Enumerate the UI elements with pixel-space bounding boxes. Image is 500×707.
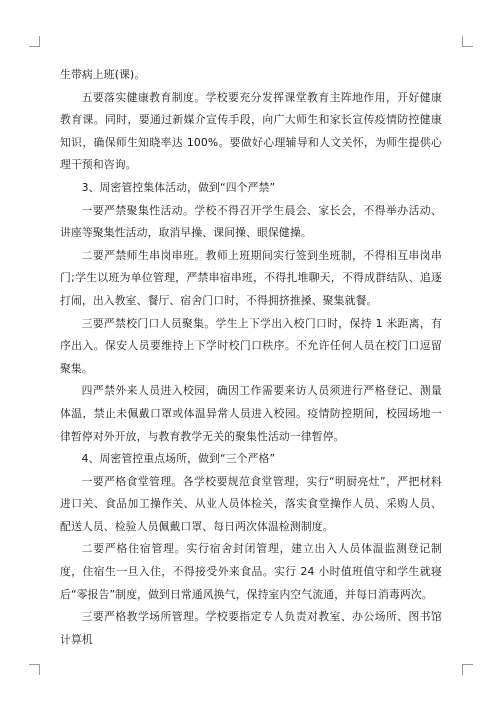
paragraph: 四严禁外来人员进入校园，确因工作需要来访人员须进行严格登记、测量体温，禁止未佩戴口罩或体温异常人员进入校园。疫情防控期间，校园场地一律暂停对外开放，与教育教学无关的聚集性活动一律暂停。: [60, 384, 442, 443]
document-body: [60, 64, 442, 651]
page-corner-mark-top-left: [29, 36, 40, 47]
page-corner-mark-bottom-right: [462, 664, 473, 675]
page-corner-mark-top-right: [462, 36, 473, 47]
paragraph: 二要严格住宿管理。实行宿舍封闭管理，建立出入人员体温监测登记制度，住宿生一旦入住，不得接受外来食品。实行 24 小时值班值守和学生就寝后“零报告”制度，做到日常通风换气，保持室内空气流通，并每日消毒两次。: [60, 542, 442, 601]
section-heading: 4、周密管控重点场所，做到“三个严格”: [81, 452, 276, 466]
paragraph: 三要严禁校门口人员聚集。学生上下学出入校门口时，保持 1 米距离，有序出入。保安人员要维持上下学时校门口秩序。不允许任何人员在校门口逗留聚集。: [60, 316, 442, 375]
paragraph: 一要严禁聚集性活动。学校不得召开学生晨会、家长会，不得举办活动、讲座等聚集性活动，取消早操、课间操、眼保健操。: [60, 203, 442, 240]
paragraph: 五要落实健康教育制度。学校要充分发挥课堂教育主阵地作用，开好健康教育课。同时，要通过新媒介宣传手段，向广大师生和家长宣传疫情防控健康知识，确保师生知晓率达 100%。要做好心理辅导和人文关怀，为师生提供心理干预和咨询。: [60, 90, 442, 172]
paragraph: 三要严格教学场所管理。学校要指定专人负责对教室、办公场所、图书馆计算机: [60, 610, 442, 646]
section-heading: 3、周密管控集体活动，做到“四个严禁”: [81, 180, 276, 194]
paragraph: 生带病上班(课)。: [60, 68, 146, 81]
page-corner-mark-bottom-left: [29, 664, 40, 675]
paragraph: 二要严禁师生串岗串班。教师上班期间实行签到坐班制，不得相互串岗串门;学生以班为单位管理，严禁串宿串班，不得扎堆聊天，不得成群结队、追逐打闹，出入教室、餐厅、宿舍门口时，不得拥挤推搡、聚集就餐。: [60, 248, 442, 307]
paragraph: 一要严格食堂管理。各学校要规范食堂管理，实行“明厨亮灶”，严把材料进口关、食品加工操作关、从业人员体检关，落实食堂操作人员、采购人员、配送人员、检验人员佩戴口罩、每日两次体温检测制度。: [60, 474, 442, 533]
